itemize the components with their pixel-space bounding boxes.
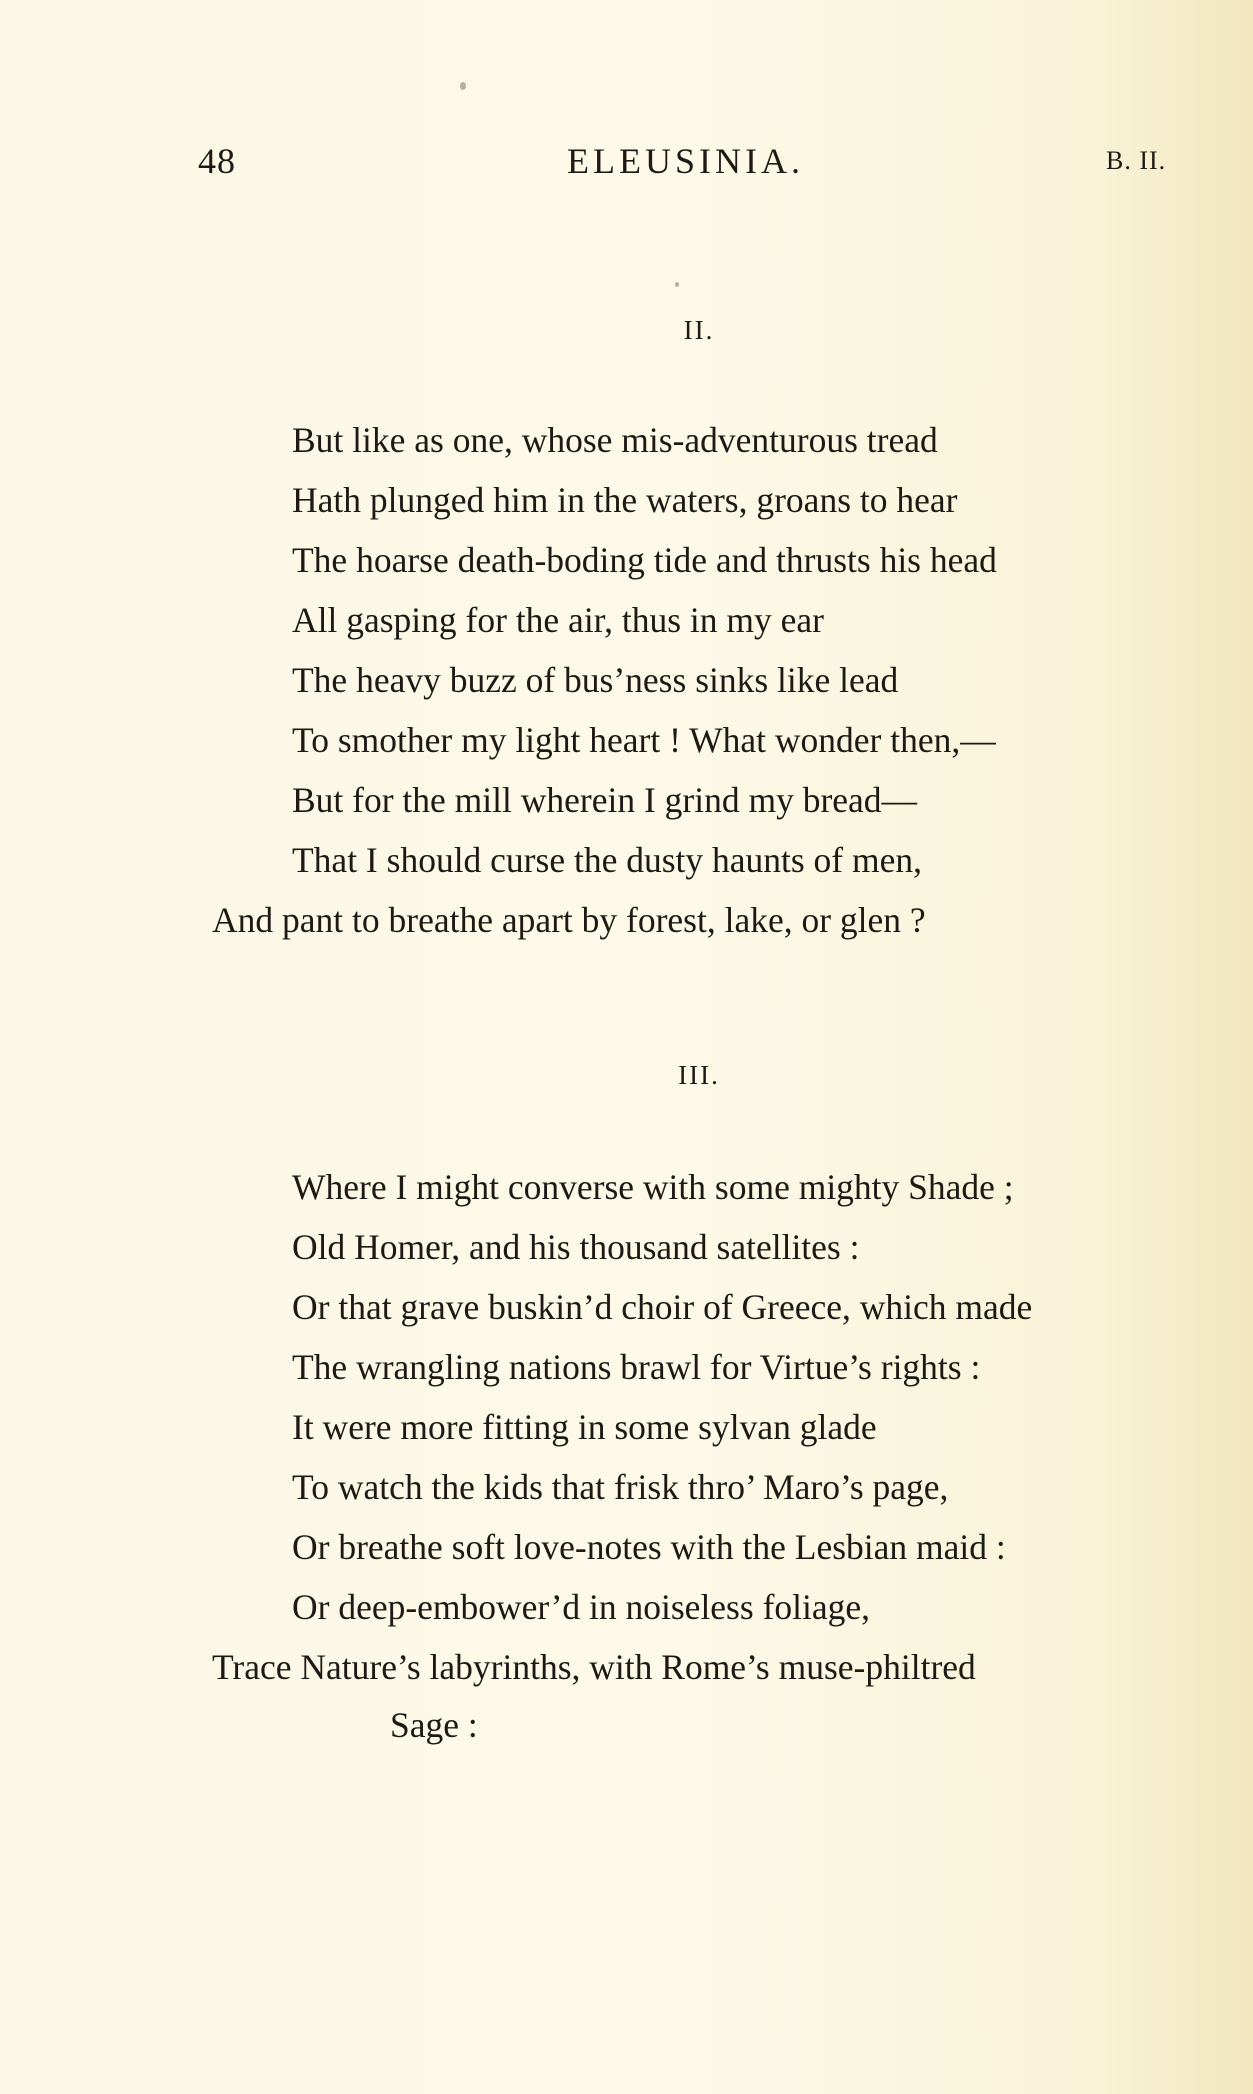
running-title: ELEUSINIA.	[567, 141, 804, 181]
verse-line: To watch the kids that frisk thro’ Maro’s page,	[292, 1467, 949, 1507]
verse-line: Or breathe soft love-notes with the Lesbian maid :	[292, 1527, 1006, 1567]
verse-line: The hoarse death-boding tide and thrusts his head	[292, 540, 997, 580]
stanza-number-iii: III.	[678, 1060, 720, 1090]
verse-line: And pant to breathe apart by forest, lake, or glen ?	[212, 900, 926, 940]
verse-line: That I should curse the dusty haunts of men,	[292, 840, 923, 880]
verse-line: Old Homer, and his thousand satellites :	[292, 1227, 860, 1267]
verse-line: It were more fitting in some sylvan glade	[292, 1407, 877, 1447]
page-number: 48	[198, 141, 236, 181]
verse-line: To smother my light heart ! What wonder then,—	[292, 720, 996, 760]
verse-line: Where I might converse with some mighty Shade ;	[292, 1167, 1014, 1207]
ink-speck	[460, 82, 466, 90]
verse-line: All gasping for the air, thus in my ear	[292, 600, 824, 640]
verse-line: Hath plunged him in the waters, groans to hear	[292, 480, 958, 520]
ink-speck	[675, 282, 679, 287]
verse-line: But for the mill wherein I grind my bread—	[292, 780, 918, 820]
book-reference: B. II.	[1106, 146, 1167, 175]
verse-line: Or that grave buskin’d choir of Greece, which made	[292, 1287, 1033, 1327]
verse-line: But like as one, whose mis-adventurous tread	[292, 420, 938, 460]
stanza-number-ii: II.	[683, 315, 715, 345]
verse-line: Or deep-embower’d in noiseless foliage,	[292, 1587, 871, 1627]
verse-line: Sage :	[390, 1705, 478, 1745]
running-header	[0, 140, 1253, 190]
verse-line: The heavy buzz of bus’ness sinks like lead	[292, 660, 899, 700]
verse-line: The wrangling nations brawl for Virtue’s rights :	[292, 1347, 981, 1387]
verse-line: Trace Nature’s labyrinths, with Rome’s muse-philtred	[212, 1647, 976, 1687]
